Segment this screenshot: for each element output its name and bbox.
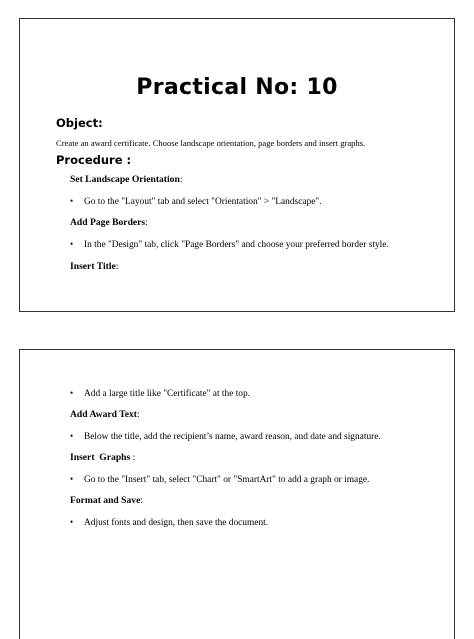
step-heading-text: Set Landscape Orientation xyxy=(70,174,180,185)
step-heading-colon: : xyxy=(145,217,148,228)
step-heading-text: Insert Graphs xyxy=(70,452,131,463)
list-item-text: Add a large title like "Certificate" at the top. xyxy=(84,389,251,399)
step-heading-title xyxy=(70,261,118,272)
step-heading-award-text xyxy=(70,409,140,420)
bullet-icon: • xyxy=(70,239,74,249)
procedure-heading: Procedure : xyxy=(56,153,132,167)
document-page-2 xyxy=(19,349,455,639)
list-item-text: Below the title, add the recipient’s name, award reason, and date and signature. xyxy=(84,432,381,442)
step-heading-text: Insert Title xyxy=(70,261,116,272)
step-heading-text: Add Award Text xyxy=(70,409,137,420)
list-item-text: Go to the "Insert" tab, select "Chart" or "SmartArt" to add a graph or image. xyxy=(84,475,370,485)
bullet-icon: • xyxy=(70,517,74,527)
list-item xyxy=(70,388,250,399)
list-item xyxy=(70,431,381,442)
step-heading-colon: : xyxy=(137,409,140,420)
step-heading-colon: : xyxy=(130,452,136,463)
list-item xyxy=(70,517,268,528)
list-item-text: Go to the "Layout" tab and select "Orientation" > "Landscape". xyxy=(84,197,322,207)
list-item xyxy=(70,474,369,485)
list-item xyxy=(70,239,389,250)
bullet-icon: • xyxy=(70,388,74,398)
step-heading-borders xyxy=(70,217,148,228)
step-heading-format-save xyxy=(70,495,143,506)
object-heading: Object: xyxy=(56,116,103,130)
object-text: Create an award certificate. Choose landscape orientation, page borders and insert graphs. xyxy=(56,138,366,148)
step-heading-text: Add Page Borders xyxy=(70,217,146,228)
step-heading-colon: : xyxy=(115,261,119,272)
list-item-text: In the "Design" tab, click "Page Borders" and choose your preferred border style. xyxy=(84,240,389,250)
step-heading-landscape xyxy=(70,174,182,185)
bullet-icon: • xyxy=(70,196,74,206)
list-item xyxy=(70,196,322,207)
bullet-icon: • xyxy=(70,431,74,441)
step-heading-colon: : xyxy=(179,174,183,185)
bullet-icon: • xyxy=(70,474,74,484)
list-item-text: Adjust fonts and design, then save the document. xyxy=(84,518,269,528)
step-heading-text: Format and Save xyxy=(70,495,141,506)
step-heading-colon: : xyxy=(140,495,144,506)
step-heading-graphs xyxy=(70,452,135,463)
page-title: Practical No: 10 xyxy=(136,75,338,100)
document-page-1 xyxy=(19,18,455,312)
